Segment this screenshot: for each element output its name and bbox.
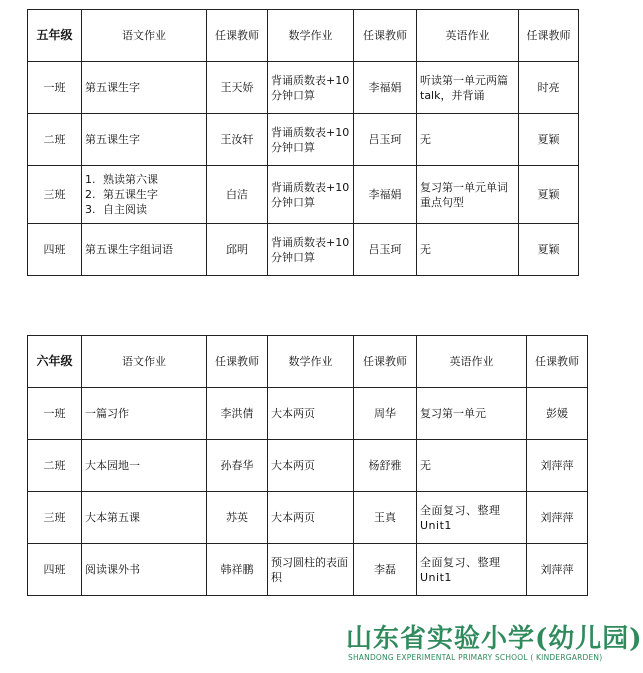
english-teacher: 刘萍萍 [527, 544, 588, 596]
english-homework: 复习第一单元单词重点句型 [417, 166, 519, 224]
chinese-homework: 第五课生字组词语 [82, 224, 207, 276]
list-item [85, 172, 203, 187]
chinese-homework: 大本第五课 [82, 492, 207, 544]
chinese-header: 语文作业 [82, 10, 207, 62]
english-teacher: 夏颖 [519, 224, 579, 276]
teacher-header: 任课教师 [207, 10, 268, 62]
class-cell: 三班 [28, 166, 82, 224]
teacher-header: 任课教师 [207, 336, 268, 388]
class-cell: 一班 [28, 62, 82, 114]
class-cell: 一班 [28, 388, 82, 440]
math-teacher: 李福娟 [354, 62, 417, 114]
list-text: 自主阅读 [103, 203, 147, 216]
chinese-homework: 阅读课外书 [82, 544, 207, 596]
english-teacher: 夏颖 [519, 166, 579, 224]
list-text: 熟读第六课 [103, 173, 158, 186]
grade-label: 六年级 [28, 336, 82, 388]
english-teacher: 夏颖 [519, 114, 579, 166]
english-teacher: 刘萍萍 [527, 440, 588, 492]
english-header: 英语作业 [417, 336, 527, 388]
math-homework: 背诵质数表+10分钟口算 [268, 62, 354, 114]
table-row [28, 388, 588, 440]
list-text: 第五课生字 [103, 188, 158, 201]
chinese-teacher: 韩祥鹏 [207, 544, 268, 596]
chinese-homework-list [82, 166, 207, 224]
chinese-teacher: 王汝轩 [207, 114, 268, 166]
school-name-english: SHANDONG EXPERIMENTAL PRIMARY SCHOOL ( KINDERGARDEN) [348, 653, 603, 662]
class-cell: 四班 [28, 224, 82, 276]
math-homework: 背诵质数表+10分钟口算 [268, 166, 354, 224]
chinese-homework: 大本园地一 [82, 440, 207, 492]
class-cell: 二班 [28, 114, 82, 166]
table-row [28, 544, 588, 596]
math-homework: 背诵质数表+10分钟口算 [268, 224, 354, 276]
chinese-teacher: 邱明 [207, 224, 268, 276]
chinese-homework: 第五课生字 [82, 114, 207, 166]
table-row [28, 166, 579, 224]
math-homework: 大本两页 [268, 388, 354, 440]
english-teacher: 刘萍萍 [527, 492, 588, 544]
list-item [85, 202, 203, 217]
list-item [85, 187, 203, 202]
math-header: 数学作业 [268, 336, 354, 388]
chinese-teacher: 孙春华 [207, 440, 268, 492]
table-row [28, 440, 588, 492]
english-homework: 听读第一单元两篇talk，并背诵 [417, 62, 519, 114]
grade-label: 五年级 [28, 10, 82, 62]
english-homework: 全面复习、整理Unit1 [417, 544, 527, 596]
table-header-row [28, 10, 579, 62]
chinese-teacher: 王天娇 [207, 62, 268, 114]
grade5-homework-table [27, 9, 579, 276]
math-teacher: 李磊 [354, 544, 417, 596]
school-name-chinese: 山东省实验小学(幼儿园) [346, 624, 643, 654]
math-teacher: 吕玉珂 [354, 114, 417, 166]
school-watermark [338, 618, 643, 670]
table-header-row [28, 336, 588, 388]
math-homework: 背诵质数表+10分钟口算 [268, 114, 354, 166]
chinese-teacher: 苏英 [207, 492, 268, 544]
english-header: 英语作业 [417, 10, 519, 62]
table-row [28, 114, 579, 166]
english-homework: 无 [417, 440, 527, 492]
list-number: 2. [85, 188, 96, 201]
english-homework: 复习第一单元 [417, 388, 527, 440]
table-row [28, 62, 579, 114]
table-row [28, 224, 579, 276]
list-number: 1. [85, 173, 96, 186]
math-teacher: 周华 [354, 388, 417, 440]
math-homework: 预习圆柱的表面积 [268, 544, 354, 596]
english-homework: 全面复习、整理Unit1 [417, 492, 527, 544]
chinese-teacher: 白洁 [207, 166, 268, 224]
list-number: 3. [85, 203, 96, 216]
table-row [28, 492, 588, 544]
math-header: 数学作业 [268, 10, 354, 62]
math-teacher: 王真 [354, 492, 417, 544]
class-cell: 三班 [28, 492, 82, 544]
math-teacher: 吕玉珂 [354, 224, 417, 276]
english-teacher: 彭媛 [527, 388, 588, 440]
teacher-header: 任课教师 [519, 10, 579, 62]
math-teacher: 杨舒雅 [354, 440, 417, 492]
class-cell: 二班 [28, 440, 82, 492]
math-homework: 大本两页 [268, 440, 354, 492]
english-homework: 无 [417, 224, 519, 276]
math-teacher: 李福娟 [354, 166, 417, 224]
class-cell: 四班 [28, 544, 82, 596]
english-teacher: 时亮 [519, 62, 579, 114]
grade6-homework-table [27, 335, 588, 596]
teacher-header: 任课教师 [354, 336, 417, 388]
english-homework: 无 [417, 114, 519, 166]
chinese-header: 语文作业 [82, 336, 207, 388]
teacher-header: 任课教师 [354, 10, 417, 62]
math-homework: 大本两页 [268, 492, 354, 544]
chinese-homework: 一篇习作 [82, 388, 207, 440]
chinese-teacher: 李洪倩 [207, 388, 268, 440]
teacher-header: 任课教师 [527, 336, 588, 388]
chinese-homework: 第五课生字 [82, 62, 207, 114]
